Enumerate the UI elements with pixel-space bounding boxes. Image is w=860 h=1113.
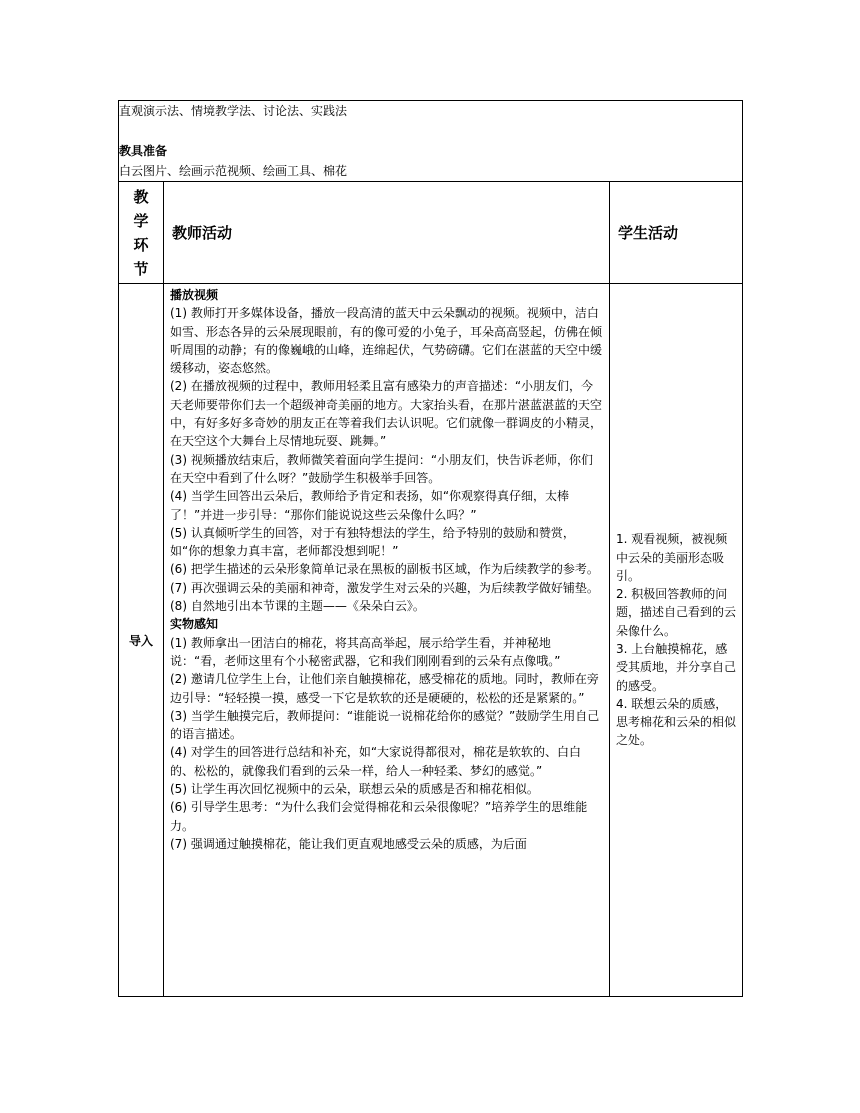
stage-intro: 导入 [119,284,164,997]
activity-step: (7) 强调通过触摸棉花，能让我们更直观地感受云朵的质感，为后面 [170,836,527,851]
activity-step: (8) 自然地引出本节课的主题——《朵朵白云》。 [170,599,425,614]
header-stage: 教学环节 [133,187,149,278]
section-title: 实物感知 [170,617,219,632]
tools-heading: 教具准备 [119,144,168,158]
activity-step: (2) 在播放视频的过程中，教师用轻柔且富有感染力的声音描述：“小朋友们，今天老师要带你们去一个超级神奇美丽的地方。大家抬头看，在那片湛蓝湛蓝的天空中，有好多好多奇妙的朋友正在等着我们去认识呢。它们就像一群调皮的小精灵，在天空这个大舞台上尽情地玩耍、跳舞。” [170,379,603,449]
intro-row [119,284,743,997]
activity-step: (5) 认真倾听学生的回答，对于有独特想法的学生，给予特别的鼓励和赞赏，如“你的想象力真丰富，老师都没想到呢！” [170,525,575,559]
header-row [119,182,743,284]
header-stage-cell [119,182,164,284]
activity-step: (1) 教师打开多媒体设备，播放一段高清的蓝天中云朵飘动的视频。视频中，洁白如雪、形态各异的云朵展现眼前，有的像可爱的小兔子，耳朵高高竖起，仿佛在倾听周围的动静；有的像巍峨的山峰，连绵起伏，气势磅礴。它们在湛蓝的天空中缓缓移动，姿态悠然。 [170,306,603,376]
activity-step: (4) 对学生的回答进行总结和补充，如“大家说得都很对，棉花是软软的、白白的、松松的，就像我们看到的云朵一样，给人一种轻柔、梦幻的感觉。” [170,745,582,778]
tools-list: 白云图片、绘画示范视频、绘画工具、棉花 [119,164,348,178]
student-activity-list [616,530,736,750]
teaching-methods: 直观演示法、情境教学法、讨论法、实践法 [119,104,348,118]
activity-step: (5) 让学生再次回忆视频中的云朵，联想云朵的质感是否和棉花相似。 [170,782,539,797]
header-student: 学生活动 [610,182,743,284]
activity-step: (6) 把学生描述的云朵形象简单记录在黑板的副板书区域，作为后续教学的参考。 [170,562,599,577]
student-activity-item: 3. 上台触摸棉花，感受其质地，并分享自己的感受。 [616,642,737,693]
activity-step: (6) 引导学生思考：“为什么我们会觉得棉花和云朵很像呢？”培养学生的思维能力。 [170,800,588,833]
student-activity-item: 4. 联想云朵的质感，思考棉花和云朵的相似之处。 [616,696,737,748]
activity-step: (7) 再次强调云朵的美丽和神奇，激发学生对云朵的兴趣，为后续教学做好铺垫。 [170,580,599,595]
activity-step: (3) 视频播放结束后，教师微笑着面向学生提问：“小朋友们，快告诉老师，你们在天空中看到了什么呀？”鼓励学生积极举手回答。 [170,452,594,485]
teacher-activities [164,284,610,997]
activity-step: (1) 教师拿出一团洁白的棉花，将其高高举起，展示给学生看，并神秘地说：“看，老师这里有个小秘密武器，它和我们刚刚看到的云朵有点像哦。” [170,635,561,668]
activity-step: (3) 当学生触摸完后，教师提问：“谁能说一说棉花给你的感觉？”鼓励学生用自己的语言描述。 [170,708,600,742]
student-activity-item: 2. 积极回答教师的问题，描述自己看到的云朵像什么。 [616,587,737,638]
student-activities [610,284,743,997]
activity-step: (2) 邀请几位学生上台，让他们亲自触摸棉花，感受棉花的质地。同时，教师在旁边引导：“轻轻摸一摸，感受一下它是软软的还是硬硬的，松松的还是紧紧的。” [170,672,599,705]
header-teacher: 教师活动 [164,182,610,284]
teacher-activities-content [170,286,603,994]
methods-cell [119,101,743,182]
activity-step: (4) 当学生回答出云朵后，教师给予肯定和表扬，如“你观察得真仔细，太棒了！”并进一步引导：“那你们能说说这些云朵像什么吗？” [170,489,570,522]
student-activity-item: 1. 观看视频，被视频中云朵的美丽形态吸引。 [616,532,728,583]
section-title: 播放视频 [170,288,219,302]
lesson-plan-table [118,100,743,997]
methods-row [119,101,743,182]
